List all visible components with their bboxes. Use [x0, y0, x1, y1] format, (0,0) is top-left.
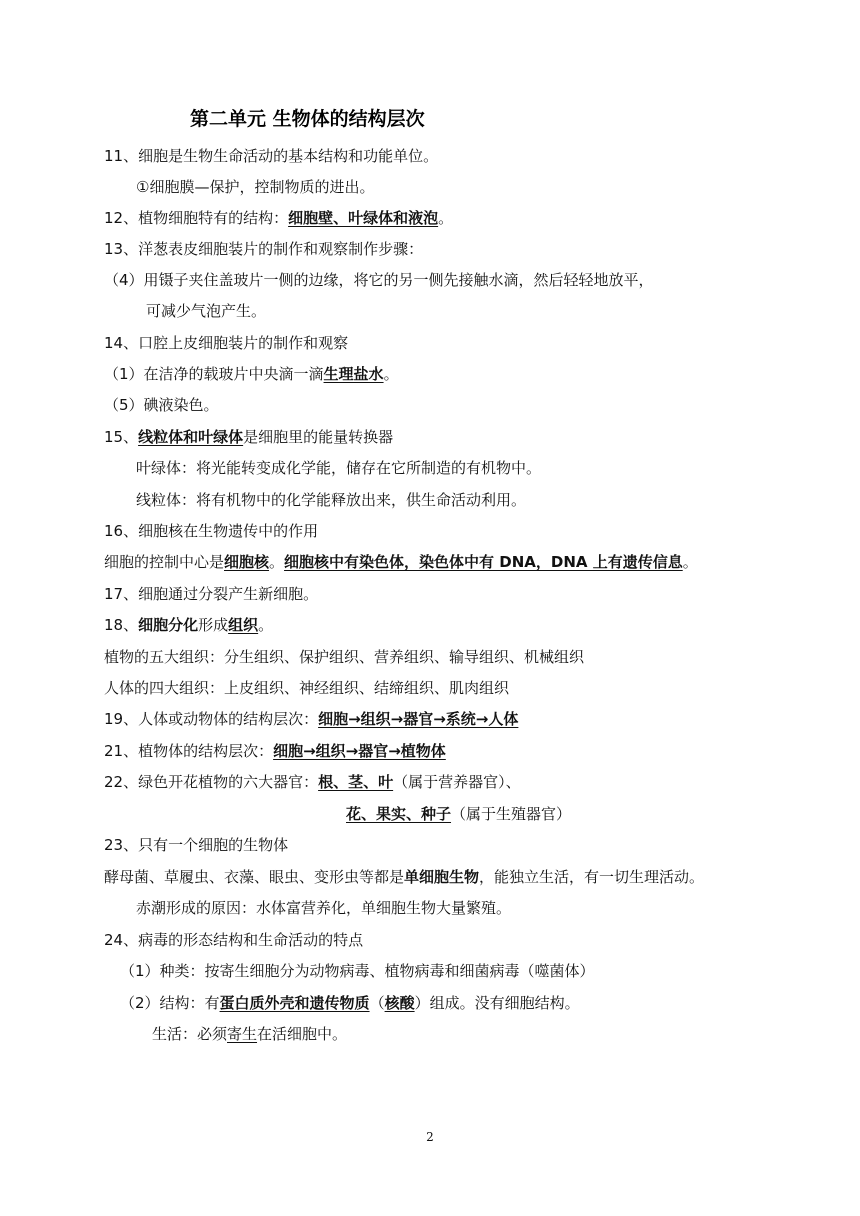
text-line [146, 301, 266, 321]
text-line [104, 208, 453, 228]
text-run: （1）种类：按寄生细胞分为动物病毒、植物病毒和细菌病毒（噬菌体） [120, 962, 595, 980]
text-line [104, 239, 423, 259]
text-run: （5）碘液染色。 [104, 396, 219, 414]
text-line [104, 835, 288, 855]
emphasized-text: 寄生 [227, 1025, 258, 1043]
text-run: 12、植物细胞特有的结构： [104, 209, 289, 227]
text-run: 。 [269, 553, 285, 571]
text-run: 。 [258, 616, 274, 634]
text-run: 16、细胞核在生物遗传中的作用 [104, 522, 319, 540]
text-run: ，能独立生活，有一切生理活动。 [479, 868, 705, 886]
emphasized-text: 细胞分化 [138, 616, 199, 634]
text-run: 。 [438, 209, 454, 227]
text-run: 14、口腔上皮细胞装片的制作和观察 [104, 334, 349, 352]
text-run: 18、 [104, 616, 139, 634]
text-line [120, 961, 595, 981]
emphasized-text: 花、果实、种子 [346, 805, 452, 823]
text-line [104, 772, 521, 792]
text-line [136, 458, 541, 478]
text-line [136, 490, 526, 510]
text-line [104, 709, 518, 729]
text-line [104, 678, 509, 698]
text-run: 17、细胞通过分裂产生新细胞。 [104, 585, 319, 603]
text-line [104, 270, 654, 290]
text-run: 15、 [104, 428, 139, 446]
text-line [104, 521, 318, 541]
text-line [104, 867, 704, 887]
text-run: 叶绿体：将光能转变成化学能，储存在它所制造的有机物中。 [136, 459, 542, 477]
emphasized-text: 细胞壁、叶绿体和液泡 [288, 209, 439, 227]
text-run: 赤潮形成的原因：水体富营养化，单细胞生物大量繁殖。 [136, 899, 512, 917]
text-run: 。 [682, 553, 698, 571]
text-run: 11、细胞是生物生命活动的基本结构和功能单位。 [104, 147, 439, 165]
text-line [104, 146, 438, 166]
emphasized-text: 核酸 [384, 994, 415, 1012]
text-run: 人体的四大组织：上皮组织、神经组织、结缔组织、肌肉组织 [104, 679, 510, 697]
text-line [104, 584, 318, 604]
text-run: 生活：必须 [152, 1025, 228, 1043]
text-run: 13、洋葱表皮细胞装片的制作和观察制作步骤： [104, 240, 424, 258]
emphasized-text: 组织 [228, 616, 259, 634]
text-line [104, 364, 399, 384]
text-run: 植物的五大组织：分生组织、保护组织、营养组织、输导组织、机械组织 [104, 648, 585, 666]
emphasized-text: 生理盐水 [323, 365, 384, 383]
text-line [120, 993, 580, 1013]
text-line [104, 647, 584, 667]
text-run: 24、病毒的形态结构和生命活动的特点 [104, 931, 364, 949]
text-line [104, 333, 348, 353]
text-line [152, 1024, 347, 1044]
emphasized-text: 蛋白质外壳和遗传物质 [219, 994, 370, 1012]
emphasized-text: 细胞核中有染色体，染色体中有 DNA，DNA 上有遗传信息 [284, 553, 683, 571]
text-run: 可减少气泡产生。 [146, 302, 267, 320]
text-run: 线粒体：将有机物中的化学能释放出来，供生命活动利用。 [136, 491, 527, 509]
emphasized-text: 线粒体和叶绿体 [138, 428, 244, 446]
emphasized-text: 细胞核 [224, 553, 270, 571]
text-run: 19、人体或动物体的结构层次： [104, 710, 319, 728]
text-run: （2）结构：有 [120, 994, 220, 1012]
emphasized-text: 根、茎、叶 [318, 773, 394, 791]
text-run: 细胞的控制中心是 [104, 553, 225, 571]
text-run: （ [369, 994, 385, 1012]
emphasized-text: 单细胞生物 [404, 868, 480, 886]
text-run: ）组成。没有细胞结构。 [414, 994, 580, 1012]
emphasized-text: 细胞→组织→器官→植物体 [273, 742, 446, 760]
text-run: ①细胞膜—保护，控制物质的进出。 [136, 178, 375, 196]
text-line [104, 615, 273, 635]
text-line [136, 177, 374, 197]
page-number: 2 [426, 1130, 434, 1144]
text-run: 23、只有一个细胞的生物体 [104, 836, 289, 854]
text-line [346, 804, 571, 824]
text-run: 。 [383, 365, 399, 383]
text-run: 21、植物体的结构层次： [104, 742, 274, 760]
text-run: （1）在洁净的载玻片中央滴一滴 [104, 365, 324, 383]
text-line [104, 552, 698, 572]
text-run: （属于生殖器官） [451, 805, 572, 823]
text-run: 形成 [198, 616, 229, 634]
page-title: 第二单元 生物体的结构层次 [190, 108, 425, 130]
text-line [104, 395, 219, 415]
text-run: 酵母菌、草履虫、衣藻、眼虫、变形虫等都是 [104, 868, 405, 886]
text-run: 在活细胞中。 [257, 1025, 348, 1043]
text-run: 22、绿色开花植物的六大器官： [104, 773, 319, 791]
text-line [104, 930, 363, 950]
text-line [104, 741, 446, 761]
text-run: 是细胞里的能量转换器 [243, 428, 394, 446]
text-line [104, 427, 393, 447]
emphasized-text: 细胞→组织→器官→系统→人体 [318, 710, 519, 728]
text-line [136, 898, 511, 918]
text-run: （4）用镊子夹住盖玻片一侧的边缘，将它的另一侧先接触水滴，然后轻轻地放平， [104, 271, 654, 289]
text-run: （属于营养器官）、 [393, 773, 521, 791]
